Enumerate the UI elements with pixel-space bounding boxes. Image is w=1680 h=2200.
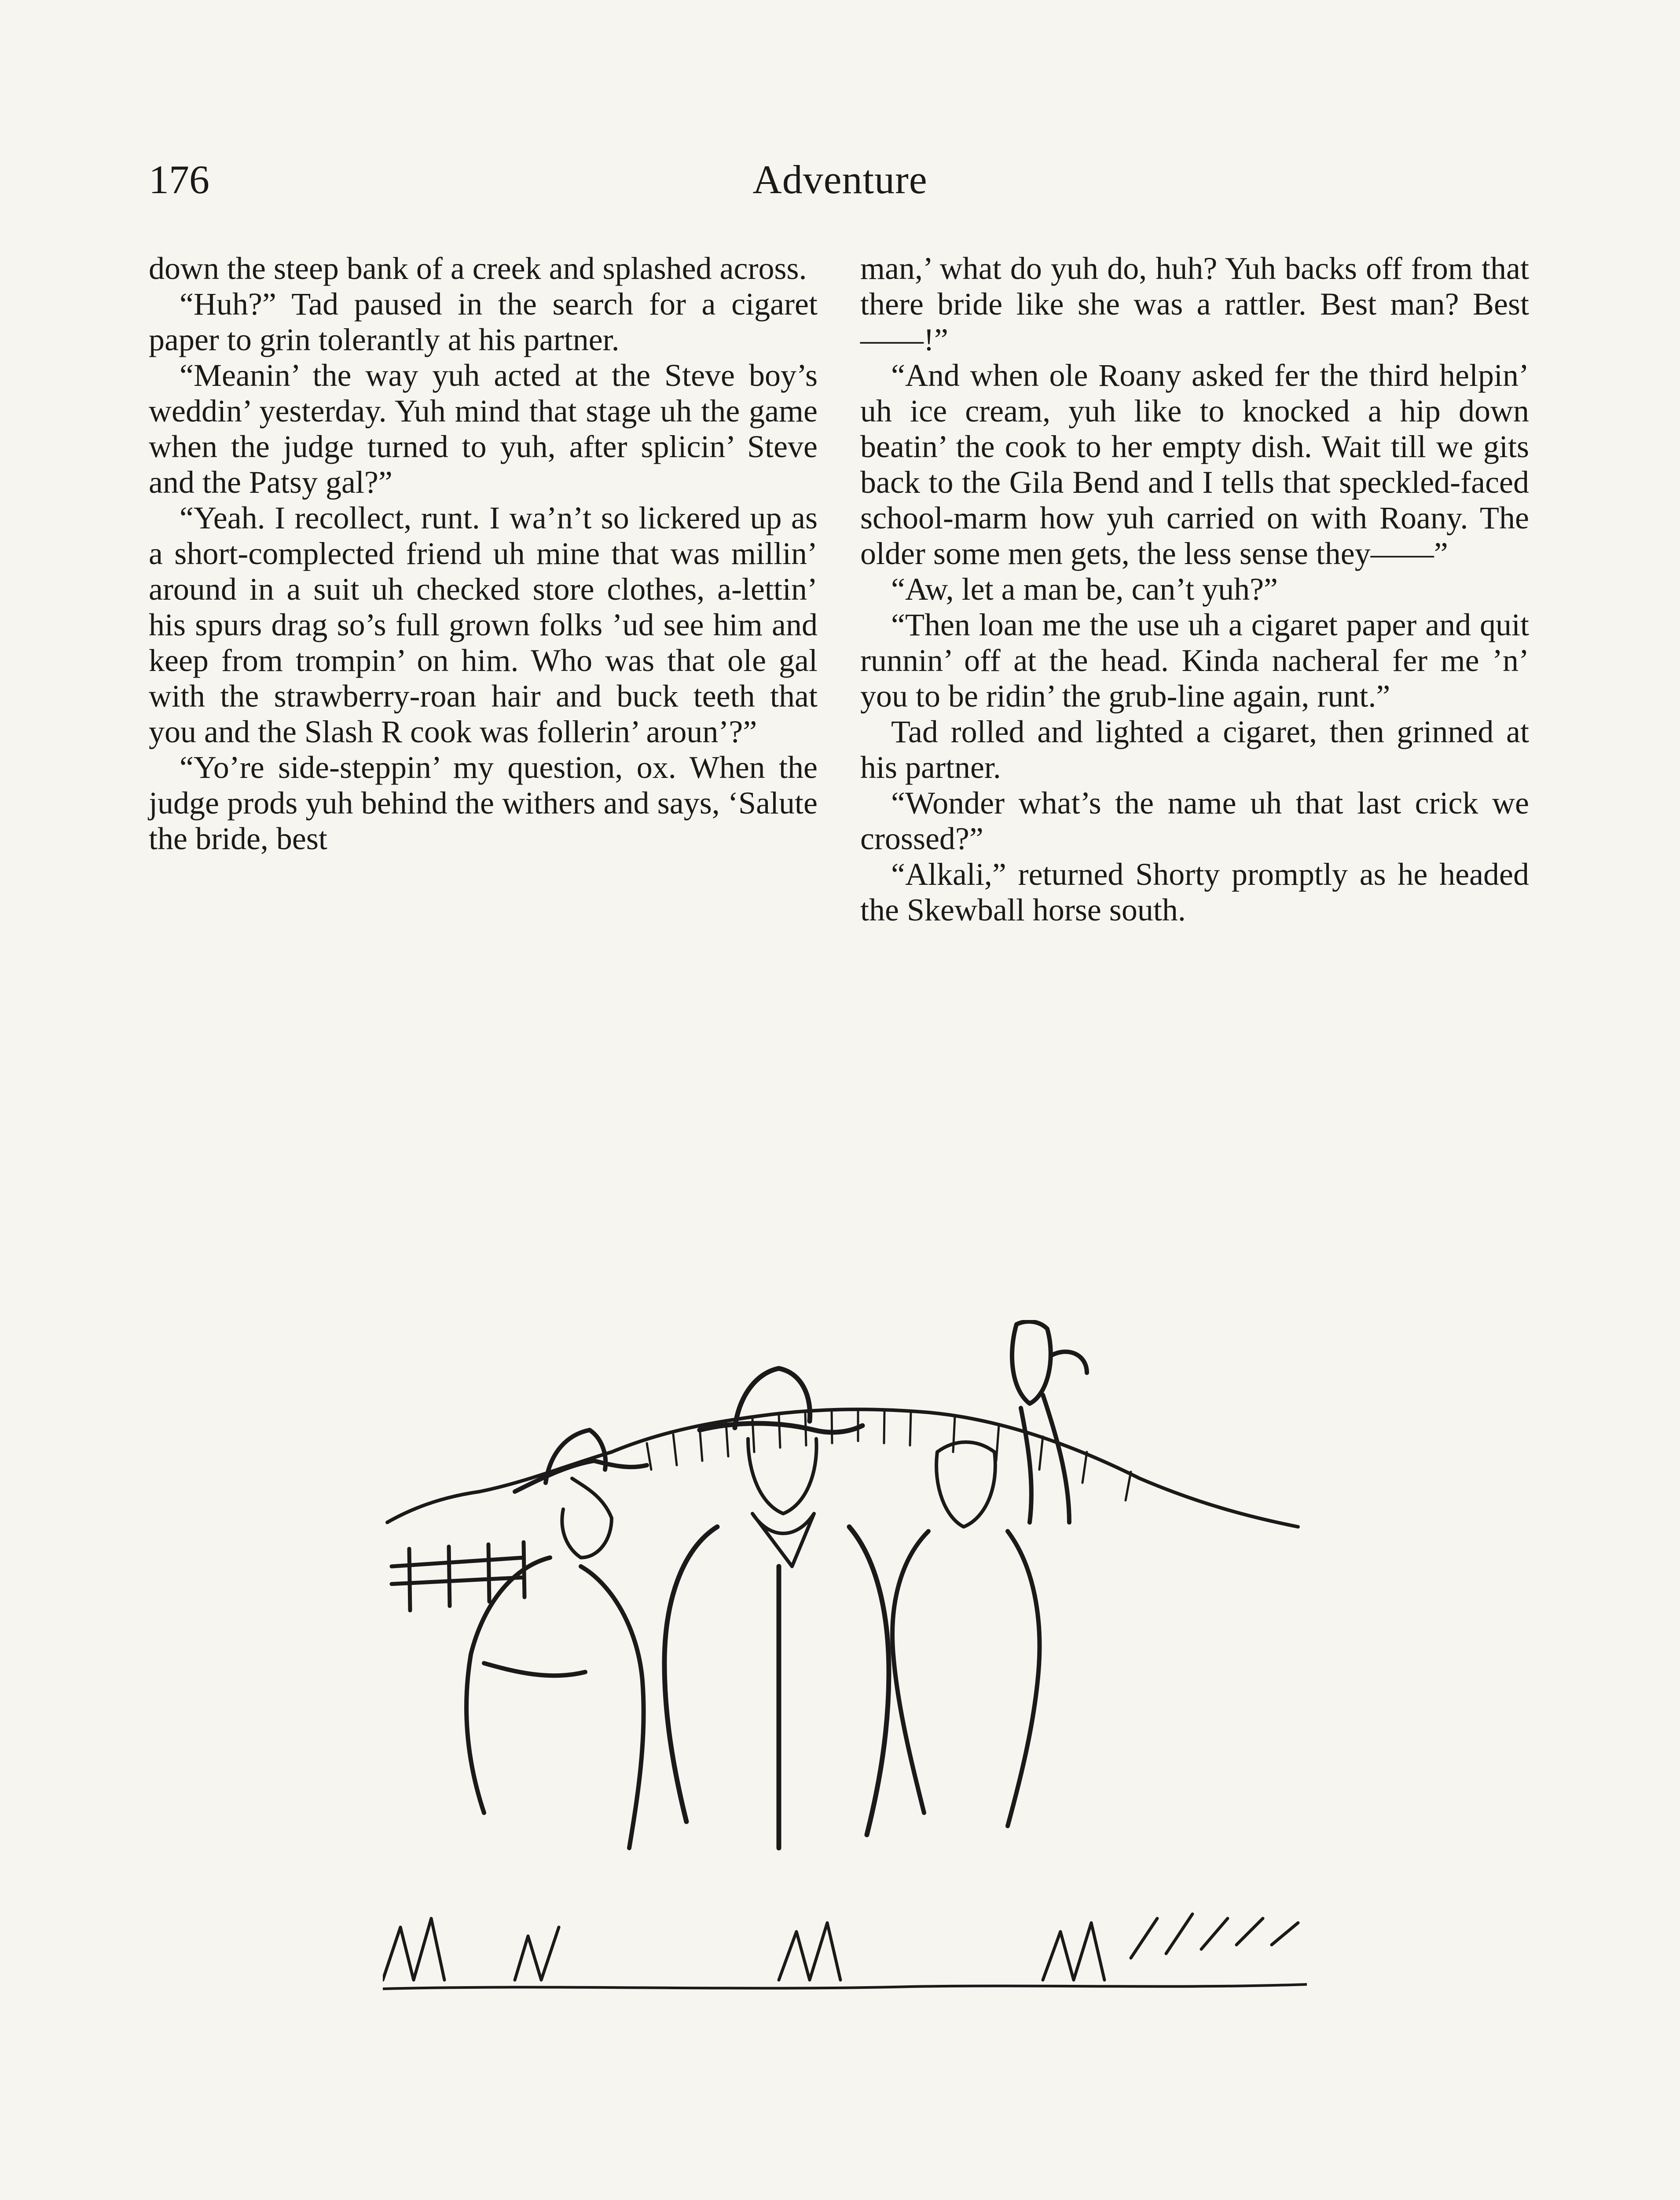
paragraph: “Aw, let a man be, can’t yuh?” xyxy=(891,572,1278,607)
center-cowboy-bandana xyxy=(752,1514,814,1566)
left-cowboy-body xyxy=(466,1558,644,1848)
paragraph: “Wonder what’s the name uh that last crick we crossed?” xyxy=(860,785,1529,856)
page-number: 176 xyxy=(149,157,209,202)
center-cowboy-face xyxy=(748,1439,817,1514)
paragraph: down the steep bank of a creek and splashed across. xyxy=(149,251,807,286)
fence xyxy=(392,1542,525,1610)
paragraph: “Huh?” Tad paused in the search for a cigaret paper to grin tolerantly at his partner. xyxy=(149,286,818,357)
right-column xyxy=(860,251,1529,928)
running-head: Adventure xyxy=(752,157,928,202)
left-column xyxy=(149,251,818,857)
left-cowboy-face xyxy=(562,1478,612,1558)
cowboys-illustration xyxy=(383,1320,1307,1993)
paragraph: Tad rolled and lighted a cigaret, then grinned at his partner. xyxy=(860,714,1529,785)
ground-line xyxy=(383,1984,1307,1989)
grass xyxy=(383,1914,1298,1980)
paragraph: “Yo’re side-steppin’ my question, ox. When the judge prods yuh behind the withers and says, ‘Salute the bride, best xyxy=(149,750,818,856)
paragraph: “Yeah. I recollect, runt. I wa’n’t so lickered up as a short-complected friend uh mine that was millin’ around in a suit uh checked store clothes, a-lettin’ his spurs drag so’s full grown folks ’ud see him and keep from trompin’ on him. Who was that ole gal with the strawberry-roan hair and buck teeth that you and the Slash R cook was follerin’ aroun’?” xyxy=(149,500,818,749)
center-cowboy-body xyxy=(664,1527,889,1848)
right-cowboy-face xyxy=(936,1442,995,1527)
right-cowboy-raised-arm xyxy=(1021,1395,1069,1522)
hill-outline xyxy=(387,1409,1298,1527)
right-cowboy-body xyxy=(892,1531,1039,1826)
paragraph: “Meanin’ the way yuh acted at the Steve boy’s weddin’ yesterday. Yuh mind that stage uh the game when the judge turned to yuh, after splicin’ Steve and the Patsy gal?” xyxy=(149,358,818,500)
paragraph: “And when ole Roany asked fer the third helpin’ uh ice cream, yuh like to knocked a hip down beatin’ the cook to her empty dish. Wait till we gits back to the Gila Bend and I tells that speckled-faced school-marm how yuh carried on with Roany. The older some men gets, the less sense they——” xyxy=(860,358,1529,571)
paragraph: man,’ what do yuh do, huh? Yuh backs off from that there bride like she was a rattler. Best man? Best——!” xyxy=(860,251,1529,357)
paragraph: “Alkali,” returned Shorty promptly as he headed the Skewball horse south. xyxy=(860,857,1529,928)
paragraph: “Then loan me the use uh a cigaret paper and quit runnin’ off at the head. Kinda nacheral fer me ’n’ you to be ridin’ the grub-line again, runt.” xyxy=(860,607,1529,714)
raised-hat xyxy=(1012,1321,1087,1404)
